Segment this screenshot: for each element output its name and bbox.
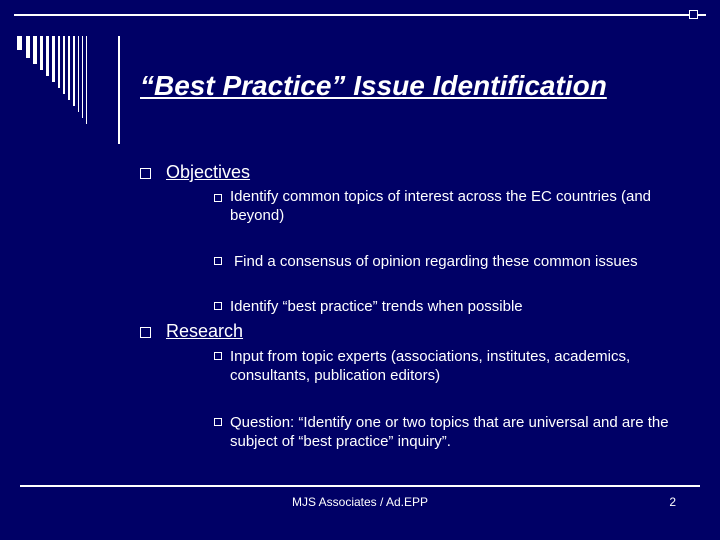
- research-item-1: Input from topic experts (associations, institutes, academics, consultants, publication editors): [230, 348, 631, 384]
- sub-bullet-square-icon: [214, 352, 222, 360]
- slide-title: “Best Practice” Issue Identification: [140, 70, 607, 101]
- footer-rule: [20, 485, 700, 487]
- sub-bullet-square-icon: [214, 418, 222, 426]
- vertical-bars-decoration: [0, 0, 120, 150]
- objective-item-3: Identify “best practice” trends when possible: [230, 298, 523, 315]
- sub-bullet-square-icon: [214, 257, 222, 265]
- page-number: 2: [669, 495, 676, 509]
- corner-square-decoration: [689, 10, 698, 19]
- section-heading-research: Research: [166, 321, 244, 341]
- objective-item-1: Identify common topics of interest across the EC countries (and beyond): [230, 188, 652, 224]
- section-heading-objectives: Objectives: [166, 162, 251, 182]
- left-vertical-rule: [118, 36, 120, 144]
- sub-bullet-square-icon: [214, 194, 222, 202]
- bullet-square-icon: [140, 327, 151, 338]
- objective-item-2: Find a consensus of opinion regarding these common issues: [234, 253, 638, 270]
- bullet-square-icon: [140, 168, 151, 179]
- footer-text: MJS Associates / Ad.EPP: [291, 495, 429, 509]
- sub-bullet-square-icon: [214, 302, 222, 310]
- research-item-2: Question: “Identify one or two topics that are universal and are the subject of “best practice” inquiry”.: [230, 414, 669, 450]
